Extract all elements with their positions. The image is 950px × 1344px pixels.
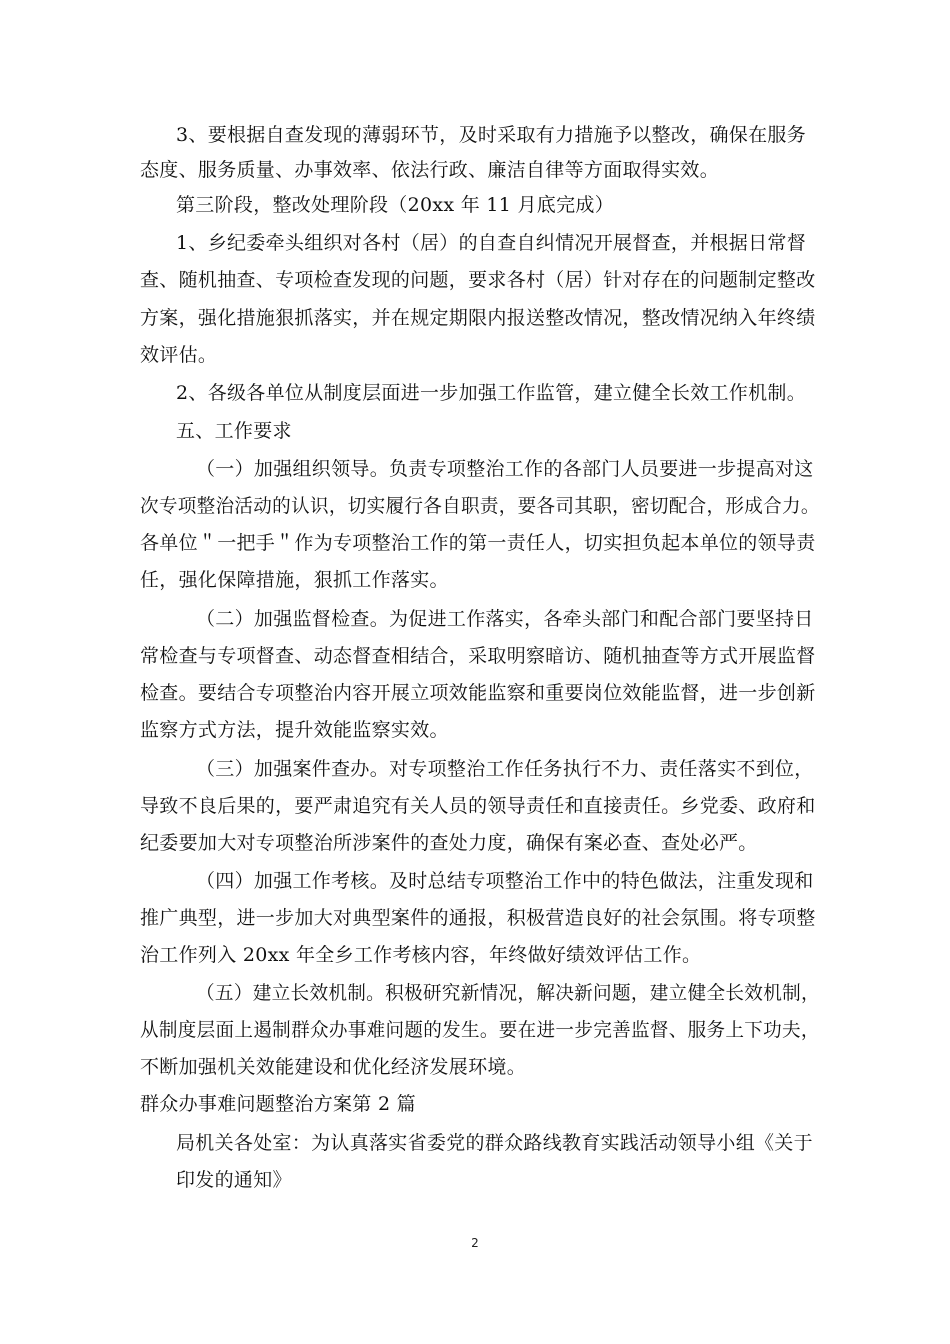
paragraph-line: 2、各级各单位从制度层面进一步加强工作监管，建立健全长效工作机制。 — [176, 382, 806, 404]
paragraph-line: 治工作列入 20xx 年全乡工作考核内容，年终做好绩效评估工作。 — [140, 944, 702, 966]
paragraph-line: 方案，强化措施狠抓落实，并在规定期限内报送整改情况，整改情况纳入年终绩 — [140, 307, 816, 329]
paragraph-line: 印发的通知》 — [176, 1169, 292, 1191]
section-heading: 五、工作要求 — [176, 420, 292, 442]
paragraph-line: 推广典型，进一步加大对典型案件的通报，积极营造良好的社会氛围。将专项整 — [140, 907, 816, 929]
paragraph-line: 态度、服务质量、办事效率、依法行政、廉洁自律等方面取得实效。 — [140, 159, 720, 181]
paragraph-line: 不断加强机关效能建设和优化经济发展环境。 — [140, 1056, 527, 1078]
paragraph-line: （五）建立长效机制。积极研究新情况，解决新问题，建立健全长效机制， — [196, 982, 820, 1004]
paragraph-line: 常检查与专项督查、动态督查相结合，采取明察暗访、随机抽查等方式开展监督 — [140, 645, 816, 667]
paragraph-line: 纪委要加大对专项整治所涉案件的查处力度，确保有案必查、查处必严。 — [140, 832, 758, 854]
paragraph-line: （四）加强工作考核。及时总结专项整治工作中的特色做法，注重发现和 — [196, 870, 814, 892]
document-title: 群众办事难问题整治方案第 2 篇 — [140, 1093, 416, 1115]
paragraph-line: （三）加强案件查办。对专项整治工作任务执行不力、责任落实不到位， — [196, 758, 814, 780]
paragraph-line: 次专项整治活动的认识，切实履行各自职责，要各司其职，密切配合，形成合力。 — [140, 495, 820, 517]
paragraph-line: 监察方式方法，提升效能监察实效。 — [140, 719, 449, 741]
paragraph-line: 任，强化保障措施，狠抓工作落实。 — [140, 569, 449, 591]
page-number: 2 — [471, 1236, 479, 1250]
paragraph-line: 效评估。 — [140, 344, 218, 366]
section-heading: 第三阶段，整改处理阶段（20xx 年 11 月底完成） — [176, 194, 615, 216]
paragraph-line: 3、要根据自查发现的薄弱环节，及时采取有力措施予以整改，确保在服务 — [176, 124, 806, 146]
paragraph-line: （一）加强组织领导。负责专项整治工作的各部门人员要进一步提高对这 — [196, 458, 814, 480]
paragraph-line: 检查。要结合专项整治内容开展立项效能监察和重要岗位效能监督，进一步创新 — [140, 682, 816, 704]
paragraph-line: 从制度层面上遏制群众办事难问题的发生。要在进一步完善监督、服务上下功夫， — [140, 1019, 820, 1041]
paragraph-line: 局机关各处室：为认真落实省委党的群众路线教育实践活动领导小组《关于 — [176, 1132, 813, 1154]
paragraph-line: 导致不良后果的，要严肃追究有关人员的领导责任和直接责任。乡党委、政府和 — [140, 795, 816, 817]
paragraph-line: （二）加强监督检查。为促进工作落实，各牵头部门和配合部门要坚持日 — [196, 608, 814, 630]
paragraph-line: 1、乡纪委牵头组织对各村（居）的自查自纠情况开展督查，并根据日常督 — [176, 232, 806, 254]
paragraph-line: 各单位＂一把手＂作为专项整治工作的第一责任人，切实担负起本单位的领导责 — [140, 532, 816, 554]
paragraph-line: 查、随机抽查、专项检查发现的问题，要求各村（居）针对存在的问题制定整改 — [140, 269, 816, 291]
